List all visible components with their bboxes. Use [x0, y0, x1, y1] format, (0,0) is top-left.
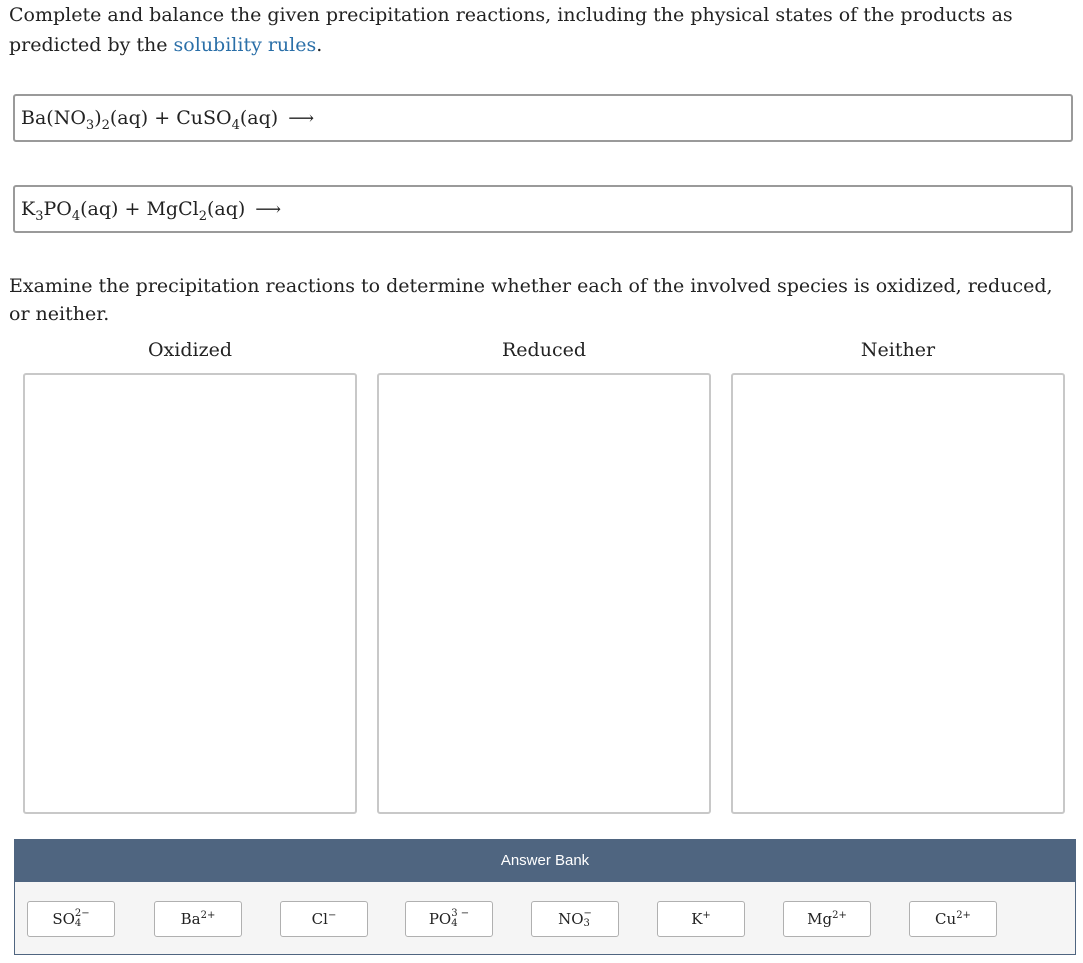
neither-drop-zone[interactable]: [731, 373, 1065, 814]
answer-chip-magnesium[interactable]: $Mg^{2+}$: [783, 901, 871, 937]
answer-chip-phosphate[interactable]: PO 3 − 4: [405, 901, 493, 937]
answer-bank-title: Answer Bank: [15, 840, 1075, 882]
answer-chip-sulfate[interactable]: SO 2− 4: [27, 901, 115, 937]
instructions-text: [9, 0, 1069, 60]
reduced-column-heading: Reduced: [502, 339, 586, 361]
reaction-arrow-icon: ⟶: [255, 199, 282, 220]
instructions-text-after: .: [316, 34, 323, 56]
question-2-text: Examine the precipitation reactions to determine whether each of the involved species is oxidized, reduced, or neither.: [9, 275, 1053, 325]
answer-bank: [14, 839, 1076, 955]
reduced-drop-zone[interactable]: [377, 373, 711, 814]
oxidized-drop-zone[interactable]: [23, 373, 357, 814]
equation-answer-field-1[interactable]: [13, 94, 1073, 142]
reaction-arrow-icon: ⟶: [288, 108, 314, 129]
equation-2-reactants: $K_3PO_4(aq)$ + MgCl$_2$(aq): [21, 198, 246, 224]
equation-answer-field-2[interactable]: [13, 185, 1073, 233]
oxidized-column-heading: Oxidized: [147, 339, 233, 361]
answer-chip-potassium[interactable]: K+: [657, 901, 745, 937]
answer-chip-nitrate[interactable]: NO − 3: [531, 901, 619, 937]
answer-chip-chloride[interactable]: Cl−: [280, 901, 368, 937]
instructions-text-before: Complete and balance the given precipitation reactions, including the physical states of the products as predicted by the: [9, 4, 1013, 56]
equation-1-reactants: $Ba(NO_3)_2(aq)$ + CuSO$_4$(aq): [21, 107, 279, 133]
solubility-rules-link[interactable]: solubility rules: [173, 34, 317, 56]
answer-chip-copper[interactable]: $Cu^{2+}$: [909, 901, 997, 937]
answer-chip-barium[interactable]: $Ba^{2+}$: [154, 901, 242, 937]
neither-column-heading: Neither: [860, 339, 936, 361]
